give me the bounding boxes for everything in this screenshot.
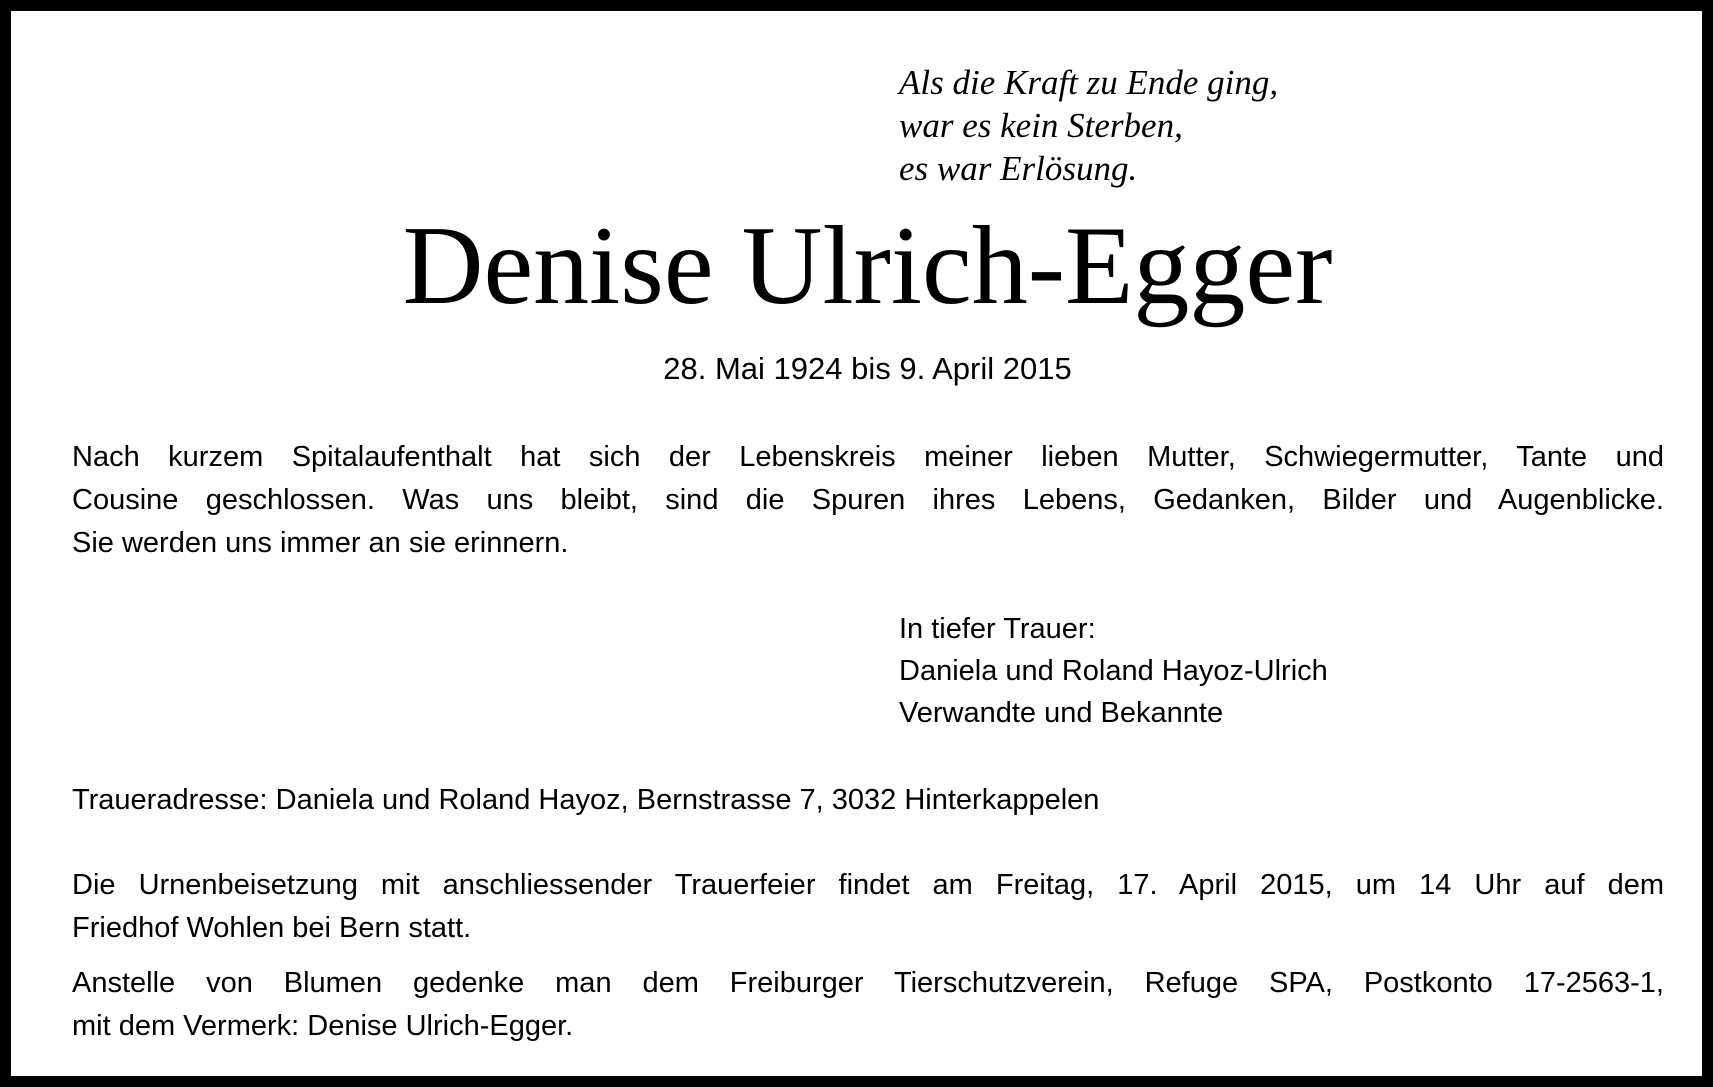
mourning-address: Traueradresse: Daniela und Roland Hayoz, Bernstrasse 7, 3032 Hinterkappelen bbox=[72, 784, 1100, 816]
deceased-name: Denise Ulrich-Egger bbox=[402, 204, 1333, 328]
ceremony-paragraph bbox=[72, 864, 1664, 950]
ceremony-line: Die Urnenbeisetzung mit anschliessender Trauerfeier findet am Freitag, 17. April 2015, um 14 Uhr auf dem bbox=[72, 869, 1664, 901]
poem-line: Als die Kraft zu Ende ging, bbox=[899, 63, 1279, 102]
mourners-line: Verwandte und Bekannte bbox=[899, 697, 1224, 729]
message-line: Cousine geschlossen. Was uns bleibt, sind die Spuren ihres Lebens, Gedanken, Bilder und Augenblicke. bbox=[72, 484, 1664, 516]
ceremony-line: Friedhof Wohlen bei Bern statt. bbox=[72, 912, 472, 944]
donation-line: mit dem Vermerk: Denise Ulrich-Egger. bbox=[72, 1010, 574, 1042]
life-dates: 28. Mai 1924 bis 9. April 2015 bbox=[663, 351, 1072, 386]
memorial-poem bbox=[899, 61, 1419, 190]
poem-line: war es kein Sterben, bbox=[899, 106, 1183, 145]
poem-line: es war Erlösung. bbox=[899, 149, 1138, 188]
message-paragraph bbox=[72, 436, 1664, 565]
message-line: Nach kurzem Spitalaufenthalt hat sich der Lebenskreis meiner lieben Mutter, Schwiegermutter, Tante und bbox=[72, 441, 1664, 473]
mourners-line: In tiefer Trauer: bbox=[899, 613, 1096, 645]
mourners-block bbox=[899, 608, 1328, 734]
donation-paragraph bbox=[72, 962, 1664, 1048]
donation-line: Anstelle von Blumen gedenke man dem Freiburger Tierschutzverein, Refuge SPA, Postkonto 17-2563-1, bbox=[72, 967, 1664, 999]
mourners-line: Daniela und Roland Hayoz-Ulrich bbox=[899, 655, 1328, 687]
message-line: Sie werden uns immer an sie erinnern. bbox=[72, 527, 569, 559]
